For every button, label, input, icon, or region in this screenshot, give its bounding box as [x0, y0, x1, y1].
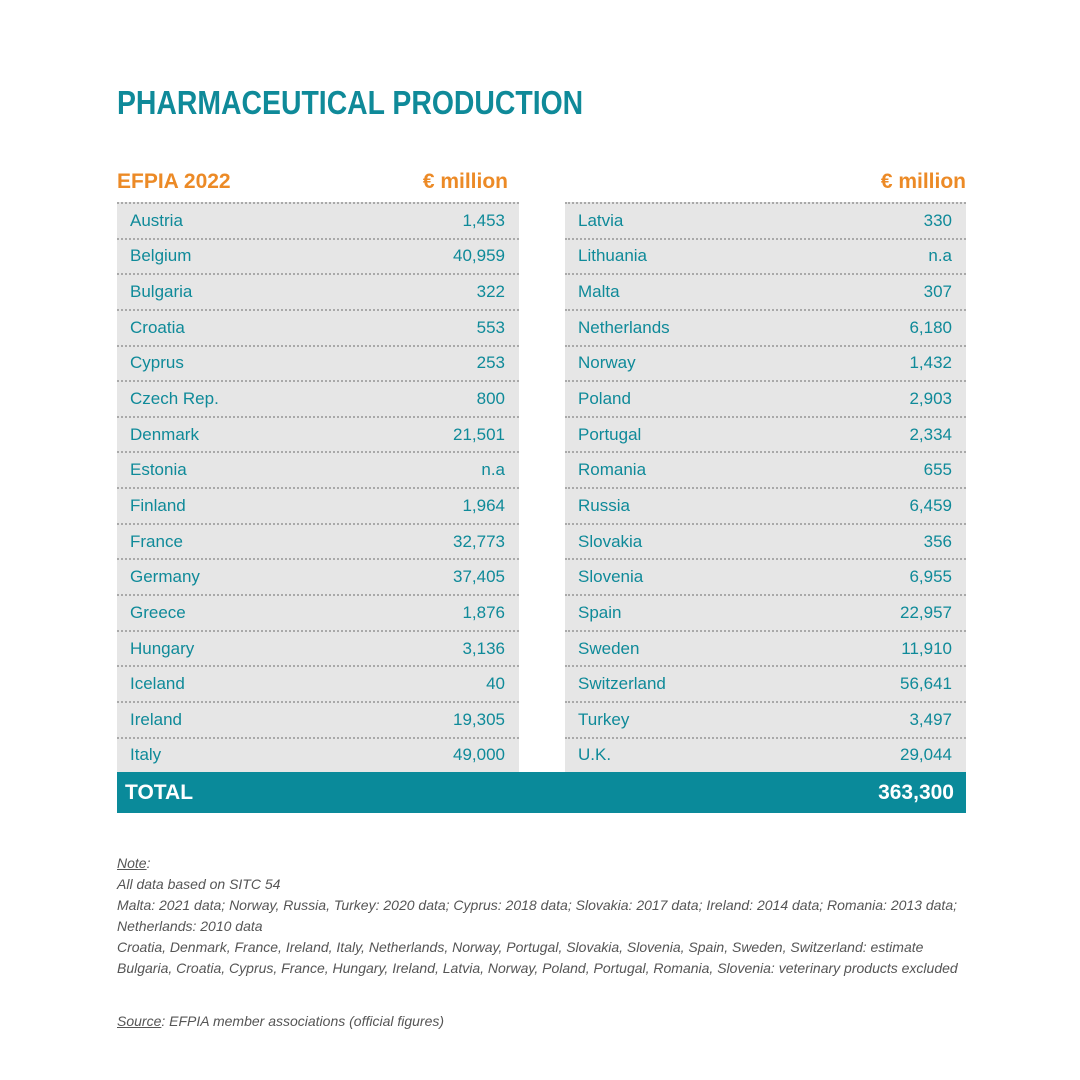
- production-value: 40,959: [453, 246, 505, 266]
- country-name: France: [130, 531, 183, 551]
- table-row: [117, 701, 519, 737]
- production-value: 40: [486, 674, 505, 694]
- total-label: TOTAL: [125, 780, 194, 804]
- table-row: [117, 380, 519, 416]
- production-value: 21,501: [453, 424, 505, 444]
- production-value: 6,180: [909, 317, 952, 337]
- table-row: [117, 238, 519, 274]
- table-row: [565, 309, 966, 345]
- table-row: [117, 202, 519, 238]
- table-row: [565, 202, 966, 238]
- production-value: 11,910: [901, 638, 952, 658]
- country-name: Austria: [130, 210, 183, 230]
- table-row: [565, 594, 966, 630]
- note-heading-line: [117, 853, 977, 874]
- country-name: Norway: [578, 353, 636, 373]
- table-row: [565, 523, 966, 559]
- country-name: Italy: [130, 745, 162, 765]
- total-bar: [117, 772, 966, 813]
- source-text: : EFPIA member associations (official figures): [161, 1013, 445, 1029]
- table-row: [565, 416, 966, 452]
- table-row: [117, 523, 519, 559]
- production-value: 3,497: [909, 709, 952, 729]
- page-title: PHARMACEUTICAL PRODUCTION: [117, 84, 584, 121]
- source-label: Source: [117, 1013, 162, 1029]
- table-row: [117, 594, 519, 630]
- production-value: 330: [923, 210, 952, 230]
- production-value: 1,964: [462, 495, 505, 515]
- country-name: U.K.: [578, 745, 612, 765]
- table-row: [565, 701, 966, 737]
- production-value: 6,955: [909, 567, 952, 587]
- country-name: Germany: [130, 567, 200, 587]
- country-name: Lithuania: [578, 246, 648, 266]
- production-value: 2,334: [909, 424, 952, 444]
- notes-block: [117, 853, 977, 979]
- production-value: n.a: [481, 460, 505, 480]
- table-row: [565, 273, 966, 309]
- country-name: Greece: [130, 602, 186, 622]
- table-row: [117, 665, 519, 701]
- country-name: Latvia: [578, 210, 624, 230]
- total-value: 363,300: [878, 780, 954, 804]
- country-name: Turkey: [578, 709, 630, 729]
- table-row: [117, 309, 519, 345]
- country-name: Belgium: [130, 246, 192, 266]
- country-name: Netherlands: [578, 317, 670, 337]
- country-name: Slovakia: [578, 531, 643, 551]
- table-header-label: EFPIA 2022: [117, 170, 231, 193]
- production-value: 19,305: [453, 709, 505, 729]
- table-column-left: [117, 202, 519, 772]
- production-value: 322: [476, 282, 505, 302]
- unit-header-right: € million: [880, 170, 966, 193]
- country-name: Poland: [578, 389, 631, 409]
- country-name: Switzerland: [578, 674, 666, 694]
- country-name: Finland: [130, 495, 186, 515]
- country-name: Spain: [578, 602, 622, 622]
- country-name: Estonia: [130, 460, 187, 480]
- country-name: Cyprus: [130, 353, 184, 373]
- country-name: Czech Rep.: [130, 389, 219, 409]
- production-value: 29,044: [900, 745, 952, 765]
- table-column-right: [565, 202, 966, 772]
- note-heading: Note: [117, 855, 147, 871]
- country-name: Iceland: [130, 674, 185, 694]
- country-name: Romania: [578, 460, 647, 480]
- country-name: Bulgaria: [130, 282, 193, 302]
- table-row: [565, 630, 966, 666]
- table-row: [565, 558, 966, 594]
- production-value: 37,405: [453, 567, 505, 587]
- production-value: 2,903: [909, 389, 952, 409]
- production-value: 1,876: [462, 602, 505, 622]
- production-value: 1,453: [462, 210, 505, 230]
- production-value: 1,432: [909, 353, 952, 373]
- country-name: Croatia: [130, 317, 185, 337]
- table-row: [565, 487, 966, 523]
- table-row: [117, 558, 519, 594]
- table-row: [565, 451, 966, 487]
- production-value: 253: [476, 353, 505, 373]
- unit-header-left: € million: [422, 170, 508, 193]
- table-row: [565, 737, 966, 773]
- country-name: Portugal: [578, 424, 642, 444]
- table-row: [117, 345, 519, 381]
- production-value: 49,000: [453, 745, 505, 765]
- note-line: All data based on SITC 54: [117, 876, 281, 892]
- country-name: Malta: [578, 282, 620, 302]
- table-row: [117, 416, 519, 452]
- production-value: 22,957: [900, 602, 952, 622]
- production-value: 307: [923, 282, 952, 302]
- table-row: [117, 630, 519, 666]
- table-row: [117, 487, 519, 523]
- note-line: Bulgaria, Croatia, Cyprus, France, Hungary, Ireland, Latvia, Norway, Poland, Portugal, Romania, Slovenia: veterinary products excluded: [117, 960, 958, 976]
- country-name: Russia: [578, 495, 630, 515]
- table-row: [117, 737, 519, 773]
- note-line: Croatia, Denmark, France, Ireland, Italy, Netherlands, Norway, Portugal, Slovakia, Slovenia, Spain, Sweden, Switzerland: estimate: [117, 939, 924, 955]
- table-row: [117, 451, 519, 487]
- production-value: 3,136: [462, 638, 505, 658]
- table-row: [565, 665, 966, 701]
- production-value: 6,459: [909, 495, 952, 515]
- production-value: 356: [923, 531, 952, 551]
- production-table: [117, 202, 966, 772]
- country-name: Sweden: [578, 638, 640, 658]
- country-name: Hungary: [130, 638, 195, 658]
- country-name: Ireland: [130, 709, 182, 729]
- production-value: 56,641: [900, 674, 952, 694]
- production-value: 32,773: [453, 531, 505, 551]
- production-value: 655: [923, 460, 952, 480]
- table-row: [117, 273, 519, 309]
- production-value: 553: [476, 317, 505, 337]
- country-name: Denmark: [130, 424, 199, 444]
- table-row: [565, 238, 966, 274]
- note-line: Malta: 2021 data; Norway, Russia, Turkey: 2020 data; Cyprus: 2018 data; Slovakia: 2017 data; Ireland: 2014 data; Romania: 2013 data; Netherlands: 2010 data: [117, 897, 957, 934]
- production-value: n.a: [928, 246, 952, 266]
- source-line: [117, 1011, 977, 1032]
- table-row: [565, 345, 966, 381]
- production-value: 800: [476, 389, 505, 409]
- country-name: Slovenia: [578, 567, 644, 587]
- note-heading-suffix: :: [146, 855, 151, 871]
- table-row: [565, 380, 966, 416]
